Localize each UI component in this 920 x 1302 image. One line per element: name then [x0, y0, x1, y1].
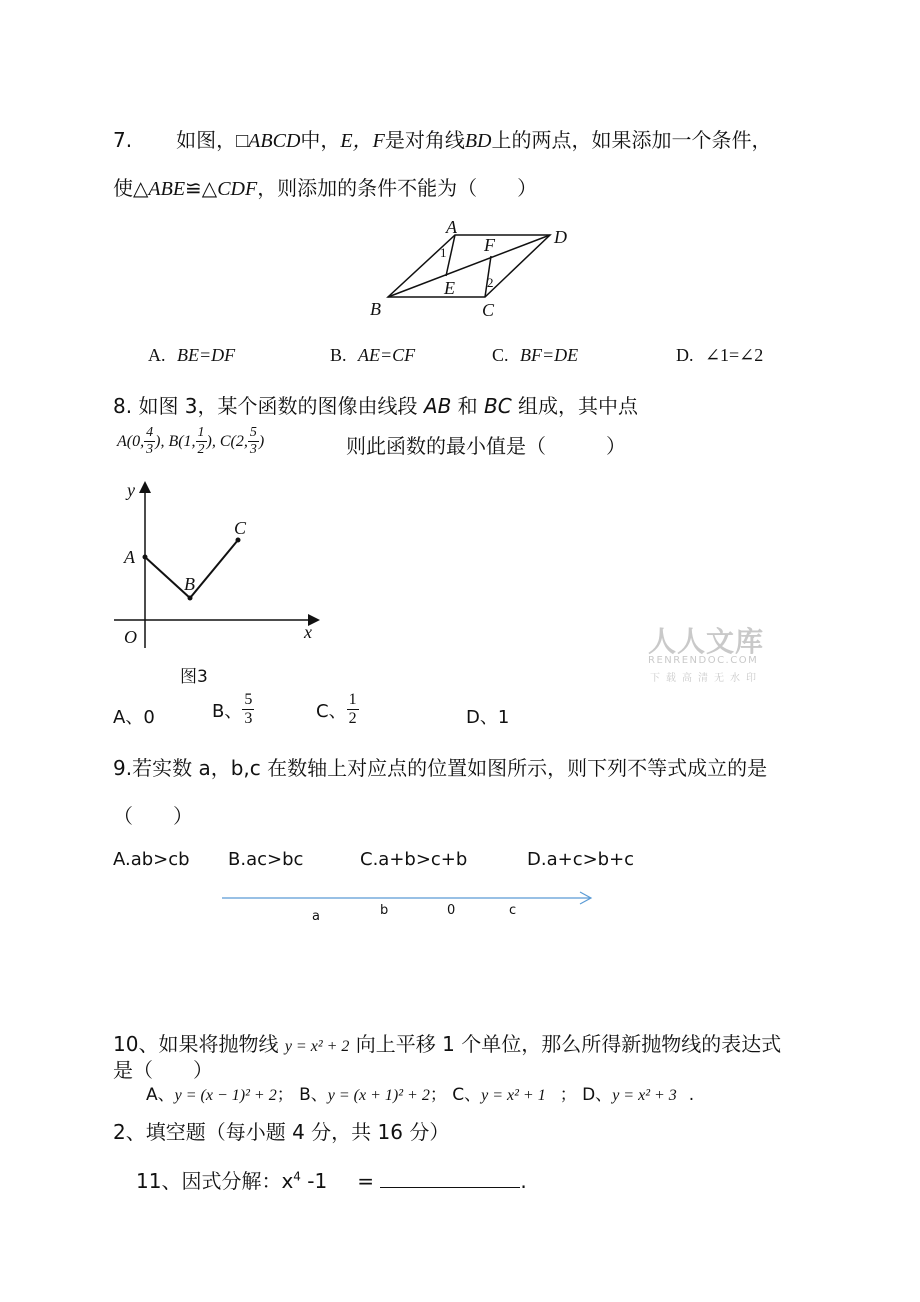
q9-label-zero: 0 [447, 903, 456, 918]
q8-point-b: ), B(1, [155, 432, 196, 450]
option-formula: y = x² + 1 [481, 1087, 546, 1104]
option-letter: B、 [212, 700, 243, 722]
q10-text: 10、如果将抛物线 [113, 1032, 285, 1056]
option-letter: B、 [299, 1085, 328, 1105]
q8-point-c: ), C(2, [206, 432, 248, 450]
option-text: 0 [143, 707, 155, 728]
option-letter: D. [676, 345, 694, 365]
frac-num: 4 [146, 425, 154, 440]
q7-label-d: D [554, 227, 567, 247]
q11-exponent: 4 [293, 1169, 301, 1184]
q8-segment-ab: AB [423, 394, 452, 418]
q7-cong-symbol: ≌△ [185, 176, 218, 200]
q8-point-a: A(0, [117, 432, 145, 450]
q10-line1 [113, 1028, 781, 1057]
q10-text: 向上平移 1 个单位，那么所得新抛物线的表达式 [349, 1032, 782, 1056]
q8-points [117, 426, 264, 457]
q7-option-c[interactable] [492, 345, 578, 366]
q7-option-a[interactable] [148, 345, 235, 366]
frac-num: 5 [249, 425, 257, 440]
option-text: BE=DF [176, 345, 236, 365]
q8-label-a: A [124, 547, 135, 567]
frac-num: 1 [348, 691, 357, 708]
frac-den: 2 [348, 710, 357, 727]
q8-point-end: ) [258, 432, 265, 450]
q8-segment-bc: BC [484, 394, 512, 418]
q7-triangle-abe: ABE [148, 178, 186, 200]
q7-text: 如图， [176, 128, 237, 152]
q7-angle-2: 2 [487, 275, 494, 290]
q10-option-a[interactable] [146, 1085, 294, 1105]
frac-den: 3 [249, 442, 257, 457]
option-formula: y = (x − 1)² + 2 [174, 1087, 277, 1104]
frac-den: 2 [197, 442, 205, 457]
q8-label-y: y [127, 480, 135, 500]
option-text: 1 [497, 707, 510, 728]
q8-option-b[interactable] [212, 692, 254, 727]
q7-label-f: F [484, 235, 495, 255]
watermark-title: 人人文库 [648, 625, 765, 658]
frac-den: 3 [244, 710, 253, 727]
q7-points-ef: E，F [340, 130, 385, 152]
q9-label-c: c [509, 903, 517, 918]
option-separator: ； [429, 1085, 447, 1105]
q8-label-c: C [234, 518, 247, 538]
option-letter: D、 [582, 1085, 613, 1105]
q8-frac-b [196, 426, 207, 457]
q9-option-b[interactable]: B.ac>bc [228, 849, 304, 870]
q7-triangle-cdf: CDF [217, 178, 258, 200]
watermark-tagline: 下载高清无水印 [650, 673, 762, 684]
q8-caption: 图3 [180, 667, 208, 687]
q8-option-c[interactable] [316, 692, 359, 727]
q7-option-b[interactable] [330, 345, 415, 366]
q7-angle-1: 1 [440, 245, 447, 260]
option-formula: y = x² + 3 [612, 1087, 677, 1104]
option-fraction [242, 692, 254, 727]
option-separator: ； [276, 1085, 294, 1105]
option-letter: A、 [113, 707, 144, 728]
q8-point-b-dot [188, 596, 193, 601]
q10-option-c[interactable] [452, 1085, 576, 1105]
q8-label-x: x [304, 622, 312, 642]
option-letter: C. [492, 345, 509, 365]
q11-equals: = [357, 1169, 381, 1193]
q8-line1 [113, 390, 638, 419]
q7-line1 [113, 124, 772, 153]
q8-point-a-dot [143, 555, 148, 560]
q10-options [146, 1080, 694, 1105]
q7-number: 7. [113, 128, 133, 152]
q8-frac-a [144, 426, 155, 457]
q8-label-o: O [124, 627, 137, 647]
option-formula: y = (x + 1)² + 2 [327, 1087, 430, 1104]
q7-text: 是对角线 [384, 128, 465, 152]
q9-option-d[interactable]: D.a+c>b+c [527, 849, 635, 870]
q8-text: 则此函数的最小值是（ ） [346, 434, 626, 458]
q8-text: 8. 如图 3，某个函数的图像由线段 [113, 394, 424, 418]
q7-label-c: C [482, 300, 495, 320]
option-separator: . [688, 1085, 695, 1105]
q8-line2 [346, 430, 626, 459]
q8-text: 组成，其中点 [511, 394, 639, 418]
q10-line2: 是（ ） [113, 1058, 213, 1082]
q11-line [136, 1165, 527, 1194]
q8-graph [112, 478, 337, 653]
q7-parallelogram-figure [360, 215, 580, 325]
q8-frac-c [248, 426, 259, 457]
q11-period: . [520, 1169, 527, 1193]
q11-text: 11、因式分解：x [136, 1169, 294, 1193]
option-letter: C、 [316, 700, 347, 722]
q7-parallelogram: □ABCD [236, 130, 301, 152]
q9-option-c[interactable]: C.a+b>c+b [360, 849, 468, 870]
q9-option-a[interactable]: A.ab>cb [113, 849, 190, 870]
section2-title: 2、填空题（每小题 4 分，共 16 分） [113, 1120, 450, 1144]
q7-option-d[interactable] [676, 345, 763, 366]
frac-den: 3 [146, 442, 154, 457]
q8-text: 和 [451, 394, 485, 418]
q8-point-c-dot [236, 538, 241, 543]
q9-stem: 9.若实数 a，b,c 在数轴上对应点的位置如图所示，则下列不等式成立的是 [113, 756, 768, 780]
q7-diagonal: BD [464, 130, 492, 152]
q7-text: ，则添加的条件不能为（ ） [257, 176, 538, 200]
q8-label-b: B [184, 574, 195, 594]
q10-option-b[interactable] [299, 1085, 447, 1105]
q7-label-b: B [370, 299, 381, 319]
option-letter: A. [148, 345, 166, 365]
option-letter: B. [330, 345, 347, 365]
q7-line2 [113, 172, 537, 201]
q7-label-e: E [444, 278, 455, 298]
q9-label-a: a [312, 909, 320, 924]
q10-option-d[interactable] [582, 1085, 694, 1105]
frac-num: 1 [197, 425, 205, 440]
option-letter: D、 [466, 707, 498, 728]
option-fraction [347, 692, 359, 727]
q8-option-d[interactable] [466, 703, 509, 729]
q7-diagonal-bd [388, 235, 550, 297]
option-text: ∠1=∠2 [704, 345, 764, 365]
q7-text: 上的两点，如果添加一个条件， [491, 128, 772, 152]
q9-paren: （ ） [113, 804, 193, 828]
q9-number-line [218, 888, 598, 908]
q7-text: 使△ [113, 176, 149, 200]
watermark-site: RENRENDOC.COM [648, 655, 759, 666]
option-text: BF=DE [519, 345, 579, 365]
q7-label-a: A [446, 217, 457, 237]
option-text: AE=CF [357, 345, 416, 365]
q11-text: -1 [300, 1169, 328, 1193]
option-letter: A、 [146, 1085, 175, 1105]
q8-option-a[interactable] [113, 703, 155, 729]
q10-formula: y = x² + 2 [284, 1038, 350, 1055]
option-letter: C、 [452, 1085, 482, 1105]
frac-num: 5 [244, 691, 253, 708]
q11-answer-blank[interactable] [380, 1169, 520, 1188]
q7-text: 中， [300, 128, 341, 152]
option-separator: ； [559, 1085, 577, 1105]
q9-label-b: b [380, 903, 389, 918]
